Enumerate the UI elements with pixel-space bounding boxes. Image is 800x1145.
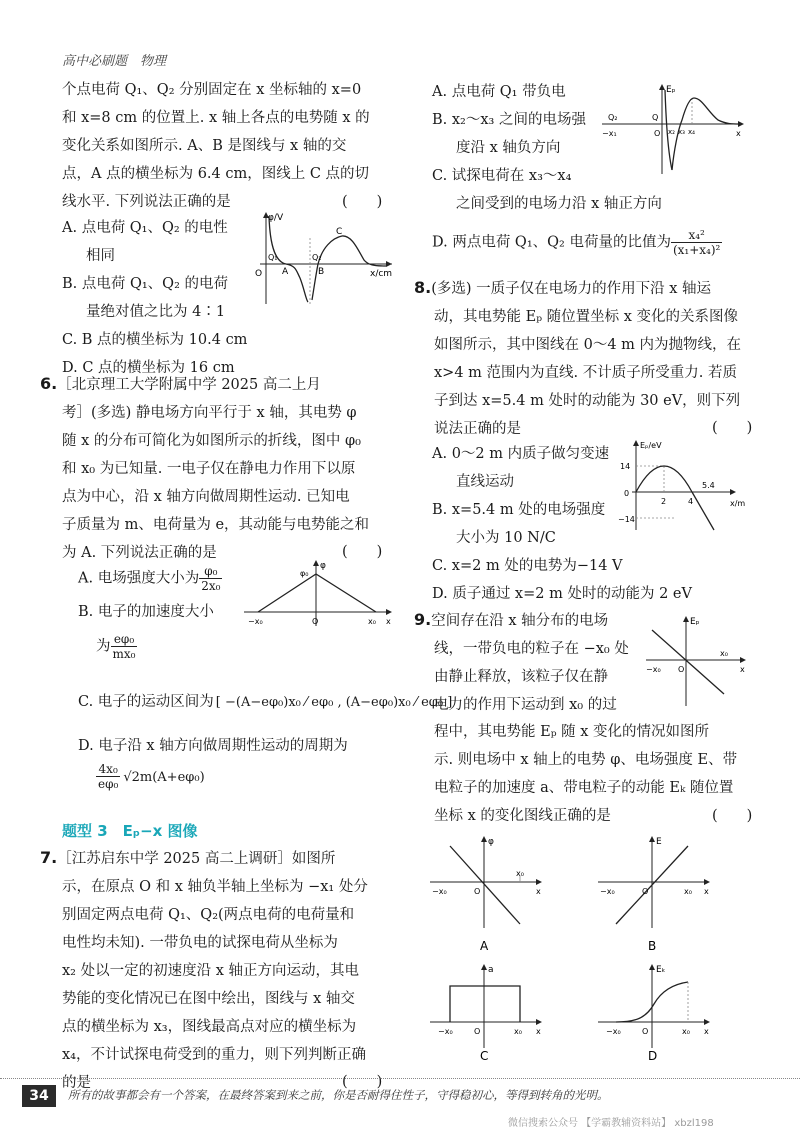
q5-stem	[62, 76, 370, 216]
q8-stem	[414, 274, 741, 443]
topic-heading: 题型 3 Eₚ−x 图像	[62, 822, 198, 840]
q6-option-b-cont: 为 $\frac{\text{eφ₀}}{\text{mx₀}}$	[96, 632, 136, 661]
q8-line: 子到达 x=5.4 m 处时的动能为 30 eV，则下列	[434, 393, 741, 409]
svg-text:O: O	[642, 1027, 649, 1036]
q6-option-d-expr: $\frac{\text{4x₀}}{\text{eφ₀}}$ √2m(A+eφ₀)	[98, 762, 205, 791]
q9-fig-neg-x0: −x₀	[646, 665, 661, 674]
q8-fig-tick-0: 0	[624, 489, 630, 498]
svg-text:x₀: x₀	[514, 1027, 522, 1036]
q7-number: 7.	[40, 848, 58, 867]
q7-option-b: B. x₂～x₃ 之间的电场强	[432, 112, 586, 128]
q6-line: 随 x 的分布可简化为如图所示的折线，图中 φ₀	[62, 433, 361, 449]
q7-fig-origin: O	[654, 129, 661, 138]
q6-option-b: B. 电子的加速度大小	[78, 604, 214, 620]
q7-option-b-cont: 度沿 x 轴负方向	[456, 140, 561, 156]
q9-choice-b-label: B	[648, 939, 657, 953]
q9-answer-paren: ( )	[712, 808, 753, 824]
q7-fig-x3: x₃	[678, 128, 685, 136]
q6-fig-ylabel: φ	[320, 561, 326, 571]
q6-line: 考］(多选) 静电场方向平行于 x 轴，其电势 φ	[62, 405, 357, 421]
q9-fig-ylabel: Eₚ	[690, 617, 700, 627]
q9-stem-short	[414, 606, 629, 719]
q7-line: x₂ 处以一定的初速度沿 x 轴正方向运动，其电	[62, 963, 359, 979]
q6-line: 和 x₀ 为已知量. 一电子仅在静电力作用下以原	[62, 461, 356, 477]
q8-option-a: A. 0～2 m 内质子做匀变速	[432, 446, 610, 462]
svg-text:x: x	[536, 1027, 541, 1036]
q8-line-1: 8.(多选) 一质子仅在电场力的作用下沿 x 轴运	[414, 278, 712, 297]
q5-answer-paren: ( )	[342, 194, 383, 210]
q8-fig-tick-neg14: −14	[618, 515, 635, 524]
q5-line: 个点电荷 Q₁、Q₂ 分别固定在 x 坐标轴的 x=0	[62, 82, 362, 98]
q7-option-d: D. 两点电荷 Q₁、Q₂ 电荷量的比值为 $\frac{\text{x₄²}}{\text{(x₁+x₄)²}}$	[432, 228, 721, 257]
q7-line-1: 7.［江苏启东中学 2025 高二上调研］如图所	[40, 848, 336, 867]
q6-option-d: D. 电子沿 x 轴方向做周期性运动的周期为	[78, 738, 348, 754]
watermark: 微信搜索公众号 【学霸教辅资料站】 xbzl198	[508, 1118, 714, 1129]
q7-fig-x4: x₄	[688, 128, 695, 136]
q9-number: 9.	[414, 610, 432, 629]
svg-text:Eₖ: Eₖ	[656, 965, 666, 975]
q5-line: 和 x=8 cm 的位置上. x 轴上各点的电势随 x 的	[62, 110, 370, 126]
svg-text:O: O	[474, 887, 481, 896]
q9-line: 电力的作用下运动到 x₀ 的过	[434, 697, 617, 713]
q7-fig-ylabel: Eₚ	[666, 85, 676, 95]
q8-option-b: B. x=5.4 m 处的电场强度	[432, 502, 606, 518]
svg-text:x₀: x₀	[516, 869, 524, 878]
q9-fig-x: x	[740, 665, 745, 674]
q7-fig-q1: Q	[652, 113, 659, 122]
q5-fig-point-c: C	[336, 227, 343, 237]
q7-energy-graph	[598, 80, 748, 176]
q6-fig-x: x	[386, 617, 391, 626]
q6-line: 点为中心，沿 x 轴方向做周期性运动. 已知电	[62, 489, 350, 505]
q6-potential-graph	[240, 556, 396, 630]
q7-line: 势能的变化情况已在图中绘出，图线与 x 轴交	[62, 991, 355, 1007]
q8-fig-tick-5-4: 5.4	[702, 481, 715, 490]
q9-fig-origin: O	[678, 665, 685, 674]
q7-option-a: A. 点电荷 Q₁ 带负电	[432, 84, 566, 100]
q6-fig-neg-x0: −x₀	[248, 617, 263, 626]
q6-fig-peak: φ₀	[300, 569, 309, 578]
svg-text:x₀: x₀	[684, 887, 692, 896]
q9-fig-x0: x₀	[720, 649, 728, 658]
q5-fig-q2: Q₂	[312, 253, 322, 262]
q9-choice-d-graph	[598, 964, 710, 1063]
q7-line: 示，在原点 O 和 x 轴负半轴上坐标为 −x₁ 处分	[62, 879, 368, 895]
q9-choice-c-label: C	[480, 1049, 489, 1063]
q6-option-a: A. 电场强度大小为 $\frac{\text{φ₀}}{\text{2x₀}}$	[78, 564, 221, 593]
q5-line: 线水平. 下列说法正确的是	[62, 194, 231, 210]
q7-option-c-cont: 之间受到的电场力沿 x 轴正方向	[456, 196, 662, 212]
q8-number: 8.	[414, 278, 432, 297]
q6-line-1: 6.［北京理工大学附属中学 2025 高二上月	[40, 374, 321, 393]
q8-option-d: D. 质子通过 x=2 m 处时的动能为 2 eV	[432, 586, 692, 602]
q5-line: 变化关系如图所示. A、B 是图线与 x 轴的交	[62, 138, 347, 154]
q7-line: 点的横坐标为 x₃，图线最高点对应的横坐标为	[62, 1019, 357, 1035]
q5-line: 点，A 点的横坐标为 6.4 cm，图线上 C 点的切	[62, 166, 370, 182]
q5-option-a: A. 点电荷 Q₁、Q₂ 的电性	[62, 220, 228, 236]
q5-potential-graph	[252, 208, 400, 308]
q6-fig-origin: O	[312, 617, 319, 626]
q9-line: 线，一带负电的粒子在 −x₀ 处	[434, 641, 629, 657]
q9-line: 电粒子的加速度 a、带电粒子的动能 Eₖ 随位置	[434, 780, 734, 796]
q8-option-c: C. x=2 m 处的电势为−14 V	[432, 558, 623, 574]
q7-stem	[40, 844, 368, 1097]
q9-choice-d-label: D	[648, 1049, 658, 1063]
svg-text:a: a	[488, 965, 494, 975]
svg-text:O: O	[474, 1027, 481, 1036]
q9-stem	[434, 718, 737, 830]
q9-line: 示. 则电场中 x 轴上的电势 φ、电场强度 E、带	[434, 752, 738, 768]
q7-fig-neg-x1: −x₁	[602, 129, 617, 138]
page-header: 高中必刷题 物理	[62, 54, 167, 69]
q9-choice-a-graph	[430, 836, 542, 953]
q7-fig-x2: x₂	[668, 128, 675, 136]
q8-option-b-cont: 大小为 10 N/C	[456, 530, 556, 546]
q5-option-a-cont: 相同	[86, 248, 115, 264]
footer-divider	[0, 1078, 800, 1079]
q6-answer-paren: ( )	[342, 544, 383, 560]
q9-choice-a-label: A	[480, 939, 489, 953]
q8-fig-tick-14: 14	[620, 462, 631, 471]
q8-line: 说法正确的是	[434, 421, 521, 437]
q9-energy-graph	[640, 612, 750, 708]
q8-line: 如图所示，其中图线在 0～4 m 内为抛物线，在	[434, 337, 742, 353]
q7-line: 电性均未知). 一带负电的试探电荷从坐标为	[62, 935, 338, 951]
q5-fig-ylabel: φ/V	[268, 213, 284, 223]
svg-text:−x₀: −x₀	[438, 1027, 453, 1036]
svg-text:x: x	[536, 887, 541, 896]
q8-fig-xlabel: x/m	[730, 499, 746, 508]
svg-text:x: x	[704, 887, 709, 896]
q8-fig-tick-2: 2	[661, 497, 667, 506]
q6-fig-x0: x₀	[368, 617, 376, 626]
q7-line: 的是	[62, 1075, 91, 1091]
q8-answer-paren: ( )	[712, 420, 753, 436]
q9-choice-b-graph	[598, 836, 710, 953]
q5-fig-point-a: A	[282, 267, 289, 277]
q5-option-b-cont: 量绝对值之比为 4∶1	[86, 304, 226, 320]
q6-option-c: C. 电子的运动区间为 [ −(A−eφ₀)x₀ ⁄ eφ₀ , (A−eφ₀)x₀ ⁄ eφ₀ ]	[78, 694, 453, 710]
q8-fig-ylabel: Eₚ/eV	[640, 441, 662, 450]
svg-text:−x₀: −x₀	[432, 887, 447, 896]
q8-option-a-cont: 直线运动	[456, 474, 514, 490]
q6-line: 为 A. 下列说法正确的是	[62, 545, 217, 561]
svg-text:−x₀: −x₀	[600, 887, 615, 896]
q7-line: x₄，不计试探电荷受到的重力，则下列判断正确	[62, 1047, 366, 1063]
q5-option-b: B. 点电荷 Q₁、Q₂ 的电荷	[62, 276, 228, 292]
q5-fig-xlabel: x/cm	[370, 269, 393, 279]
q8-line: x>4 m 范围内为直线. 不计质子所受重力. 若质	[434, 365, 737, 381]
page-number: 34	[22, 1085, 56, 1107]
svg-text:φ: φ	[488, 837, 494, 847]
q9-line: 程中，其电势能 Eₚ 随 x 变化的情况如图所	[434, 724, 709, 740]
svg-text:x₀: x₀	[682, 1027, 690, 1036]
q9-choice-c-graph	[430, 964, 542, 1063]
q8-line: 动，其电势能 Eₚ 随位置坐标 x 变化的关系图像	[434, 309, 738, 325]
q5-option-c: C. B 点的横坐标为 10.4 cm	[62, 332, 248, 348]
q5-options	[62, 214, 247, 382]
svg-text:x: x	[704, 1027, 709, 1036]
q6-number: 6.	[40, 374, 58, 393]
q6-stem	[40, 370, 369, 567]
q9-line: 由静止释放，该粒子仅在静	[434, 669, 608, 685]
footer-motto: 所有的故事都会有一个答案，在最终答案到来之前，你是否耐得住性子，守得稳初心，等得到转角的光明。	[68, 1088, 609, 1102]
q9-line: 坐标 x 的变化图线正确的是	[434, 808, 611, 824]
q5-fig-origin: O	[255, 269, 263, 279]
q5-option-d: D. C 点的横坐标为 16 cm	[62, 360, 235, 376]
q5-fig-point-b: B	[318, 267, 325, 277]
q7-fig-x: x	[736, 129, 741, 138]
q7-option-c: C. 试探电荷在 x₃～x₄	[432, 168, 572, 184]
svg-text:O: O	[642, 887, 649, 896]
q9-choice-graphs	[424, 832, 760, 1064]
q7-answer-paren: ( )	[342, 1074, 383, 1090]
svg-text:E: E	[656, 837, 662, 847]
q8-energy-graph	[618, 436, 756, 534]
q7-line: 别固定两点电荷 Q₁、Q₂(两点电荷的电荷量和	[62, 907, 355, 923]
q6-line: 子质量为 m、电荷量为 e，其动能与电势能之和	[62, 517, 370, 533]
q8-fig-tick-4: 4	[688, 497, 694, 506]
q7-fig-q2: Q₂	[608, 113, 618, 122]
q5-fig-q1: Q₁	[268, 253, 278, 262]
svg-text:−x₀: −x₀	[606, 1027, 621, 1036]
q9-line-1: 9.空间存在沿 x 轴分布的电场	[414, 610, 609, 629]
